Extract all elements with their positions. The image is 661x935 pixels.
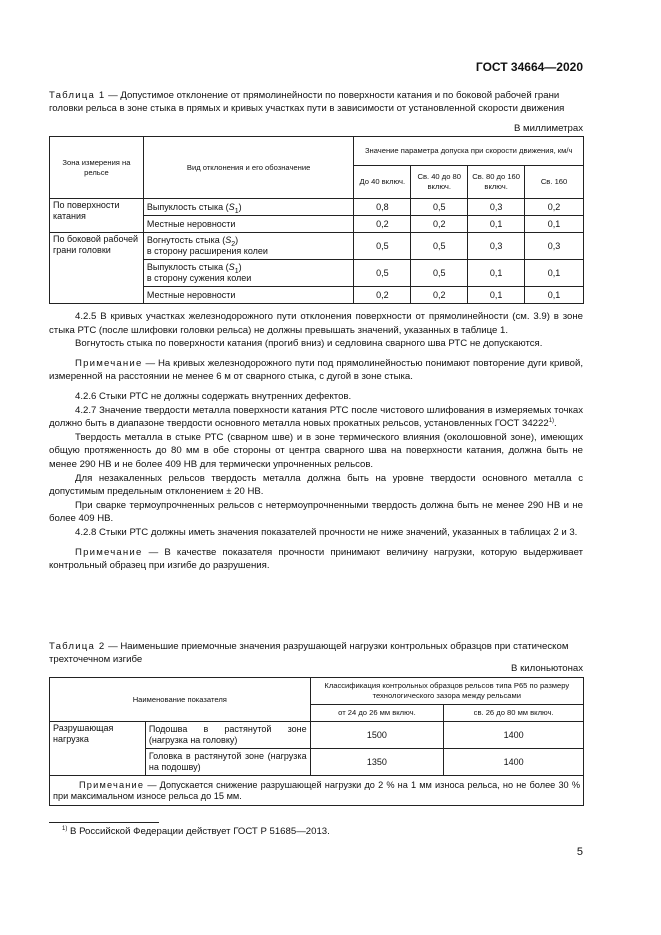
document-code: ГОСТ 34664—2020 — [475, 60, 583, 74]
table2-head-name: Наименование показателя — [50, 678, 311, 722]
table-cell: 0,8 — [354, 199, 411, 216]
table1-unit: В миллиметрах — [513, 123, 583, 134]
footnote: $^{1)}$ В Российской Федерации действует ГОСТ Р 51685—2013. — [62, 825, 330, 837]
table2-sub-col-2: св. 26 до 80 мм включ. — [444, 705, 584, 722]
table1-caption-text: — Допустимое отклонение от прямолинейности по поверхности катания и по боковой рабочей грани головки рельса в зоне стыка в прямых и кривых участках пути в зависимости от установленной скорости движения — [49, 90, 565, 114]
table1 — [49, 136, 584, 304]
paragraph: 4.2.8 Стыки РТС должны иметь значения показателей прочности не ниже значений, указанных в таблицах 2 и 3. — [75, 526, 578, 538]
row-label: Вогнутость стыка $(S_2)$ в сторону расширения колеи — [143, 233, 354, 260]
table-cell: 0,1 — [468, 260, 525, 287]
table1-caption — [49, 90, 583, 115]
table-cell: 1350 — [310, 749, 444, 776]
table-cell: 0,2 — [354, 287, 411, 304]
table-cell: 0,2 — [411, 216, 468, 233]
table2-caption-text: — Наименьшие приемочные значения разрушающей нагрузки контрольных образцов при статическом трехточечном изгибе — [49, 641, 569, 665]
table-cell: 0,1 — [468, 287, 525, 304]
table1-caption-label: Таблица 1 — [49, 90, 106, 101]
note: Примечание — В качестве показателя прочности принимают величину нагрузки, которую выдерживает контрольный образец при изгибе до разрушения. — [49, 546, 583, 572]
row-label: Подошва в растянутой зоне (нагрузка на головку) — [145, 722, 310, 749]
footnote-divider — [49, 822, 159, 823]
paragraph: При сварке термоупрочненных рельсов с нетермоупрочненными твердость должна быть не менее 290 HB и не более 409 HB. — [49, 499, 583, 525]
table2-caption — [49, 641, 583, 666]
table-cell: 0,5 — [354, 260, 411, 287]
table-cell: 0,1 — [468, 216, 525, 233]
table1-head-param: Значение параметра допуска при скорости движения, км/ч — [354, 137, 584, 166]
row-label: Выпуклость стыка $(S_1)$ — [143, 199, 354, 216]
table2-note: Примечание — Допускается снижение разрушающей нагрузки до 2 % на 1 мм износа рельса, но не более 30 % при максимальном износе рельса до 15 мм. — [50, 776, 584, 806]
table-cell: 0,5 — [411, 233, 468, 260]
table-cell: 1500 — [310, 722, 444, 749]
speed-col-1: До 40 включ. — [354, 166, 411, 199]
table-cell: 0,3 — [468, 199, 525, 216]
table1-head-zone: Зона измерения на рельсе — [50, 137, 144, 199]
table2 — [49, 677, 584, 806]
table2-sub-col-1: от 24 до 26 мм включ. — [310, 705, 444, 722]
table-cell: 0,5 — [411, 199, 468, 216]
table-cell: 0,1 — [525, 260, 584, 287]
paragraph: Вогнутость стыка по поверхности катания (прогиб вниз) и седловина сварного шва РТС не допускаются. — [75, 338, 543, 350]
table1-head-type: Вид отклонения и его обозначение — [143, 137, 354, 199]
speed-col-4: Св. 160 — [525, 166, 584, 199]
page-number: 5 — [576, 846, 583, 858]
table-cell: 0,1 — [525, 287, 584, 304]
paragraph: Твердость металла в стыке РТС (сварном шве) и в зоне термического влияния (околошовной зоне), имеющих общую протяженность до 80 мм в обе стороны от центра сварного шва на поверхности катания, должна быть не менее 290 HB и не более 409 HB для термически упрочненных рельсов. — [49, 431, 583, 470]
row-label: Головка в растянутой зоне (нагрузка на подошву) — [145, 749, 310, 776]
speed-col-2: Св. 40 до 80 включ. — [411, 166, 468, 199]
footnote-ref: 1) — [548, 417, 555, 424]
row-label: Местные неровности — [143, 287, 354, 304]
table-cell: 0,2 — [354, 216, 411, 233]
table2-head-class: Классификация контрольных образцов рельсов типа Р65 по размеру технологического зазора между рельсами — [310, 678, 583, 705]
zone-name: По поверхности катания — [50, 199, 144, 233]
table-cell: 0,5 — [411, 260, 468, 287]
table-cell: 0,2 — [411, 287, 468, 304]
paragraph: Для незакаленных рельсов твердость металла должна быть на уровне твердости основного металла с допустимым предельным отклонением ± 20 HB. — [49, 472, 583, 498]
table2-caption-label: Таблица 2 — [49, 641, 106, 652]
table-cell: 0,3 — [468, 233, 525, 260]
table-cell: 0,5 — [354, 233, 411, 260]
table-cell: 0,2 — [525, 199, 584, 216]
table2-unit: В килоньютонах — [511, 663, 583, 674]
paragraph: 4.2.6 Стыки РТС не должны содержать внутренних дефектов. — [75, 390, 352, 402]
table-cell: 0,3 — [525, 233, 584, 260]
row-label: Выпуклость стыка $(S_1)$ в сторону сужения колеи — [143, 260, 354, 287]
zone-name: По боковой рабочей грани головки — [50, 233, 144, 304]
paragraph: 4.2.5 В кривых участках железнодорожного пути отклонения поверхности от прямолинейности (см. 3.9) в зоне стыка РТС (после шлифовки головки рельса) не должны превышать значений, указанных в таблице 1. — [49, 311, 583, 336]
body-text — [49, 310, 583, 573]
table-cell: 0,1 — [525, 216, 584, 233]
table-cell: 1400 — [444, 722, 584, 749]
speed-col-3: Св. 80 до 160 включ. — [468, 166, 525, 199]
table-cell: 1400 — [444, 749, 584, 776]
paragraph: 4.2.7 Значение твердости металла поверхности катания РТС после чистового шлифования в измеряемых точках должно быть в диапазоне твердости основного металла новых прокатных рельсов, установленных ГОСТ 34222$^{1)}$. — [49, 404, 583, 430]
note: Примечание — На кривых железнодорожного пути под прямолинейностью понимают повторение дуги кривой, измеренной на расстоянии не менее 6 м от сварного стыка, с дугой в зоне стыка. — [49, 357, 583, 383]
row-label: Местные неровности — [143, 216, 354, 233]
group-label: Разрушающая нагрузка — [50, 722, 146, 776]
